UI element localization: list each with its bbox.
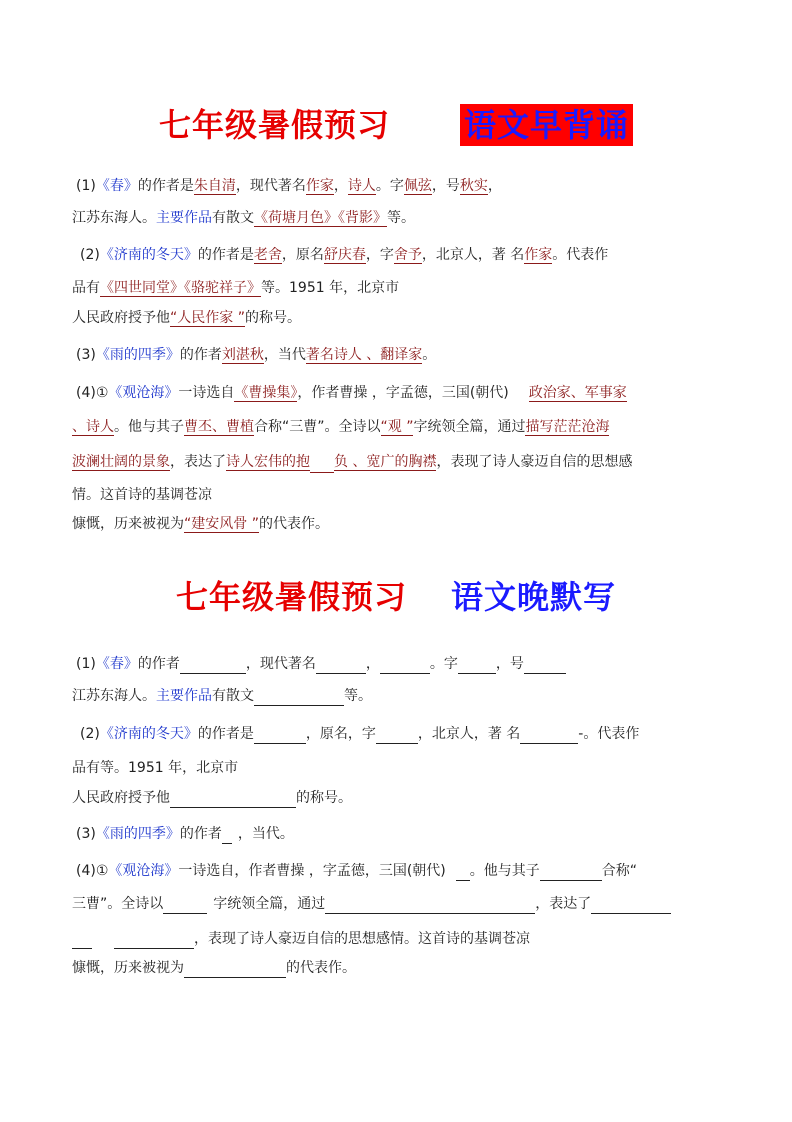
text: 江苏东海人。 <box>72 210 156 226</box>
blank <box>254 689 344 706</box>
q-number: (1) <box>76 178 96 194</box>
q-number: (2) <box>80 726 100 742</box>
blank <box>170 791 296 808</box>
text: 江苏东海人。 <box>72 688 156 704</box>
text: ，原名 <box>281 247 324 263</box>
answer: 《荷塘月色》《背影》 <box>254 210 387 226</box>
evening-title <box>0 572 792 618</box>
blank <box>456 864 470 881</box>
answer: “人民作家 ” <box>170 310 245 326</box>
work-title: 《济南的冬天》 <box>99 247 198 263</box>
text: 字统领全篇，通过 <box>213 896 326 912</box>
answer: 舍予 <box>393 247 422 263</box>
blank <box>376 727 418 744</box>
q-number: (3) <box>76 347 96 363</box>
text: ， <box>487 178 502 194</box>
q-number: (2) <box>80 247 100 263</box>
text: ，当代。 <box>237 826 294 842</box>
answer: 诗人 <box>347 178 376 194</box>
evening-q3-line1 <box>76 824 294 844</box>
evening-q2-line2 <box>72 758 238 778</box>
evening-q2-line3 <box>72 788 352 808</box>
answer: 诗人宏伟的抱 <box>226 454 310 470</box>
text: 的作者是 <box>197 247 254 263</box>
text: -。代表作 <box>578 726 640 742</box>
text: ，表现了诗人豪迈自信的思想感情。这首诗的基调苍凉 <box>194 931 530 947</box>
answer: 《曹操集》 <box>234 385 298 401</box>
answer: 政治家、军事家 <box>528 385 627 401</box>
morning-q3-line1 <box>76 345 436 365</box>
blank <box>254 727 306 744</box>
work-title: 《雨的四季》 <box>95 826 180 842</box>
blank <box>180 657 246 674</box>
text: 等。1951 年，北京市 <box>261 280 400 296</box>
q-number: (1) <box>76 656 96 672</box>
text: ，号 <box>431 178 460 194</box>
blank <box>316 657 366 674</box>
work-title: 《雨的四季》 <box>95 347 180 363</box>
answer: 刘湛秋 <box>221 347 264 363</box>
text: ， <box>333 178 348 194</box>
blank <box>591 897 671 914</box>
text: 。他与其子 <box>114 419 184 435</box>
answer: 负 、宽广的胸襟 <box>334 454 437 470</box>
blank <box>458 657 496 674</box>
text: 的称号。 <box>296 790 352 806</box>
text: 主要作品 <box>156 210 212 226</box>
text: 字统领全篇，通过 <box>413 419 526 435</box>
work-title: 《济南的冬天》 <box>99 726 198 742</box>
text: 等。 <box>344 688 372 704</box>
evening-q4-line4 <box>72 958 356 978</box>
evening-q4-line1 <box>76 861 637 881</box>
blank <box>184 961 286 978</box>
text: ，表现了诗人豪迈自信的思想感 <box>436 454 633 470</box>
text: ，字 <box>347 726 376 742</box>
evening-q1-line2 <box>72 686 372 706</box>
text: 情。这首诗的基调苍凉 <box>72 487 212 503</box>
text: 等。 <box>387 210 415 226</box>
text: 品有 <box>72 280 100 296</box>
text: 一诗选自 <box>178 385 235 401</box>
answer: 描写茫茫沧海 <box>525 419 610 435</box>
text: 有散文 <box>212 688 254 704</box>
answer: 朱自清 <box>193 178 236 194</box>
text: 的作者 <box>137 656 180 672</box>
answer: 作家 <box>305 178 334 194</box>
answer: 、诗人 <box>72 419 114 435</box>
text: 的作者是 <box>197 726 254 742</box>
text: ，原名 <box>305 726 348 742</box>
answer: “观 ” <box>380 419 414 435</box>
text: 。字 <box>375 178 404 194</box>
text: ，当代 <box>263 347 306 363</box>
work-title: 《春》 <box>95 178 138 194</box>
answer: 波澜壮阔的景象 <box>72 454 170 470</box>
work-title: 《春》 <box>95 656 138 672</box>
blank <box>163 897 207 914</box>
morning-q1-line1 <box>76 176 502 196</box>
answer: 作家 <box>524 247 553 263</box>
blank <box>540 864 602 881</box>
text: ，现代著名 <box>235 178 306 194</box>
text: 的代表作。 <box>286 960 356 976</box>
evening-q1-line1 <box>76 654 566 674</box>
morning-q4-line2 <box>72 417 609 437</box>
text: ，北京人，著 名 <box>417 726 521 742</box>
evening-q4-line2 <box>72 894 671 914</box>
text: ，字 <box>365 247 394 263</box>
answer: 佩弦 <box>403 178 432 194</box>
blank <box>380 657 430 674</box>
answer: 著名诗人 、翻译家 <box>305 347 423 363</box>
text: 合称“三曹”。全诗以 <box>254 419 381 435</box>
text: 慷慨，历来被视为 <box>72 960 184 976</box>
answer: 舒庆春 <box>323 247 366 263</box>
text: 的作者 <box>179 347 222 363</box>
text: 慷慨，历来被视为 <box>72 516 184 532</box>
text: 的作者 <box>179 826 222 842</box>
q-number: (4)① <box>76 863 109 879</box>
text: 人民政府授予他 <box>72 310 170 326</box>
morning-title <box>0 100 792 146</box>
morning-q4-line4 <box>72 485 212 505</box>
text: 。字 <box>429 656 458 672</box>
text: 。他与其子 <box>469 863 540 879</box>
evening-q2-line1 <box>80 724 639 744</box>
text: 人民政府授予他 <box>72 790 170 806</box>
text: 有散文 <box>212 210 254 226</box>
answer: 《四世同堂》《骆驼祥子》 <box>100 280 261 296</box>
text: 三曹”。全诗以 <box>72 896 164 912</box>
morning-q4-line3 <box>72 452 632 473</box>
blank <box>222 827 232 844</box>
text: 合称“ <box>601 863 638 879</box>
text: 的代表作。 <box>258 516 329 532</box>
text: ，作者曹操 ，字孟德，三国(朝代) <box>297 385 509 401</box>
morning-q4-line1 <box>76 383 627 403</box>
blank <box>114 932 194 949</box>
text: ，现代著名 <box>245 656 316 672</box>
work-title: 《观沧海》 <box>108 863 179 879</box>
text: ，北京人，著 名 <box>421 247 525 263</box>
morning-q2-line2 <box>72 278 399 298</box>
answer: 秋实 <box>459 178 488 194</box>
text: ， <box>365 656 380 672</box>
q-number: (3) <box>76 826 96 842</box>
morning-title-sub: 语文早背诵 <box>460 104 633 146</box>
text: 主要作品 <box>156 688 212 704</box>
text: ，号 <box>495 656 524 672</box>
blank <box>325 897 535 914</box>
work-title: 《观沧海》 <box>108 385 179 401</box>
q-number: (4)① <box>76 385 109 401</box>
morning-q4-line5 <box>72 514 329 534</box>
answer: 老舍 <box>253 247 282 263</box>
evening-title-sub: 语文晚默写 <box>451 578 617 616</box>
blank <box>72 932 92 949</box>
text: 一诗选自，作者曹操 ，字孟德，三国(朝代) <box>178 863 446 879</box>
text: 品有等。1951 年，北京市 <box>72 760 239 776</box>
text: 。代表作 <box>552 247 609 263</box>
text: 的称号。 <box>244 310 301 326</box>
blank <box>524 657 566 674</box>
text: 。 <box>422 347 437 363</box>
text: ，表达了 <box>170 454 226 470</box>
morning-title-main: 七年级暑假预习 <box>158 106 390 144</box>
morning-q2-line3 <box>72 308 301 328</box>
evening-title-main: 七年级暑假预习 <box>175 578 407 616</box>
text: 的作者是 <box>137 178 194 194</box>
blank <box>520 727 578 744</box>
morning-q2-line1 <box>80 245 608 265</box>
evening-q4-line3 <box>72 929 530 949</box>
answer: 曹丕、曹植 <box>184 419 254 435</box>
answer: “建安风骨 ” <box>184 516 259 532</box>
text: ，表达了 <box>535 896 592 912</box>
morning-q1-line2 <box>72 208 415 228</box>
